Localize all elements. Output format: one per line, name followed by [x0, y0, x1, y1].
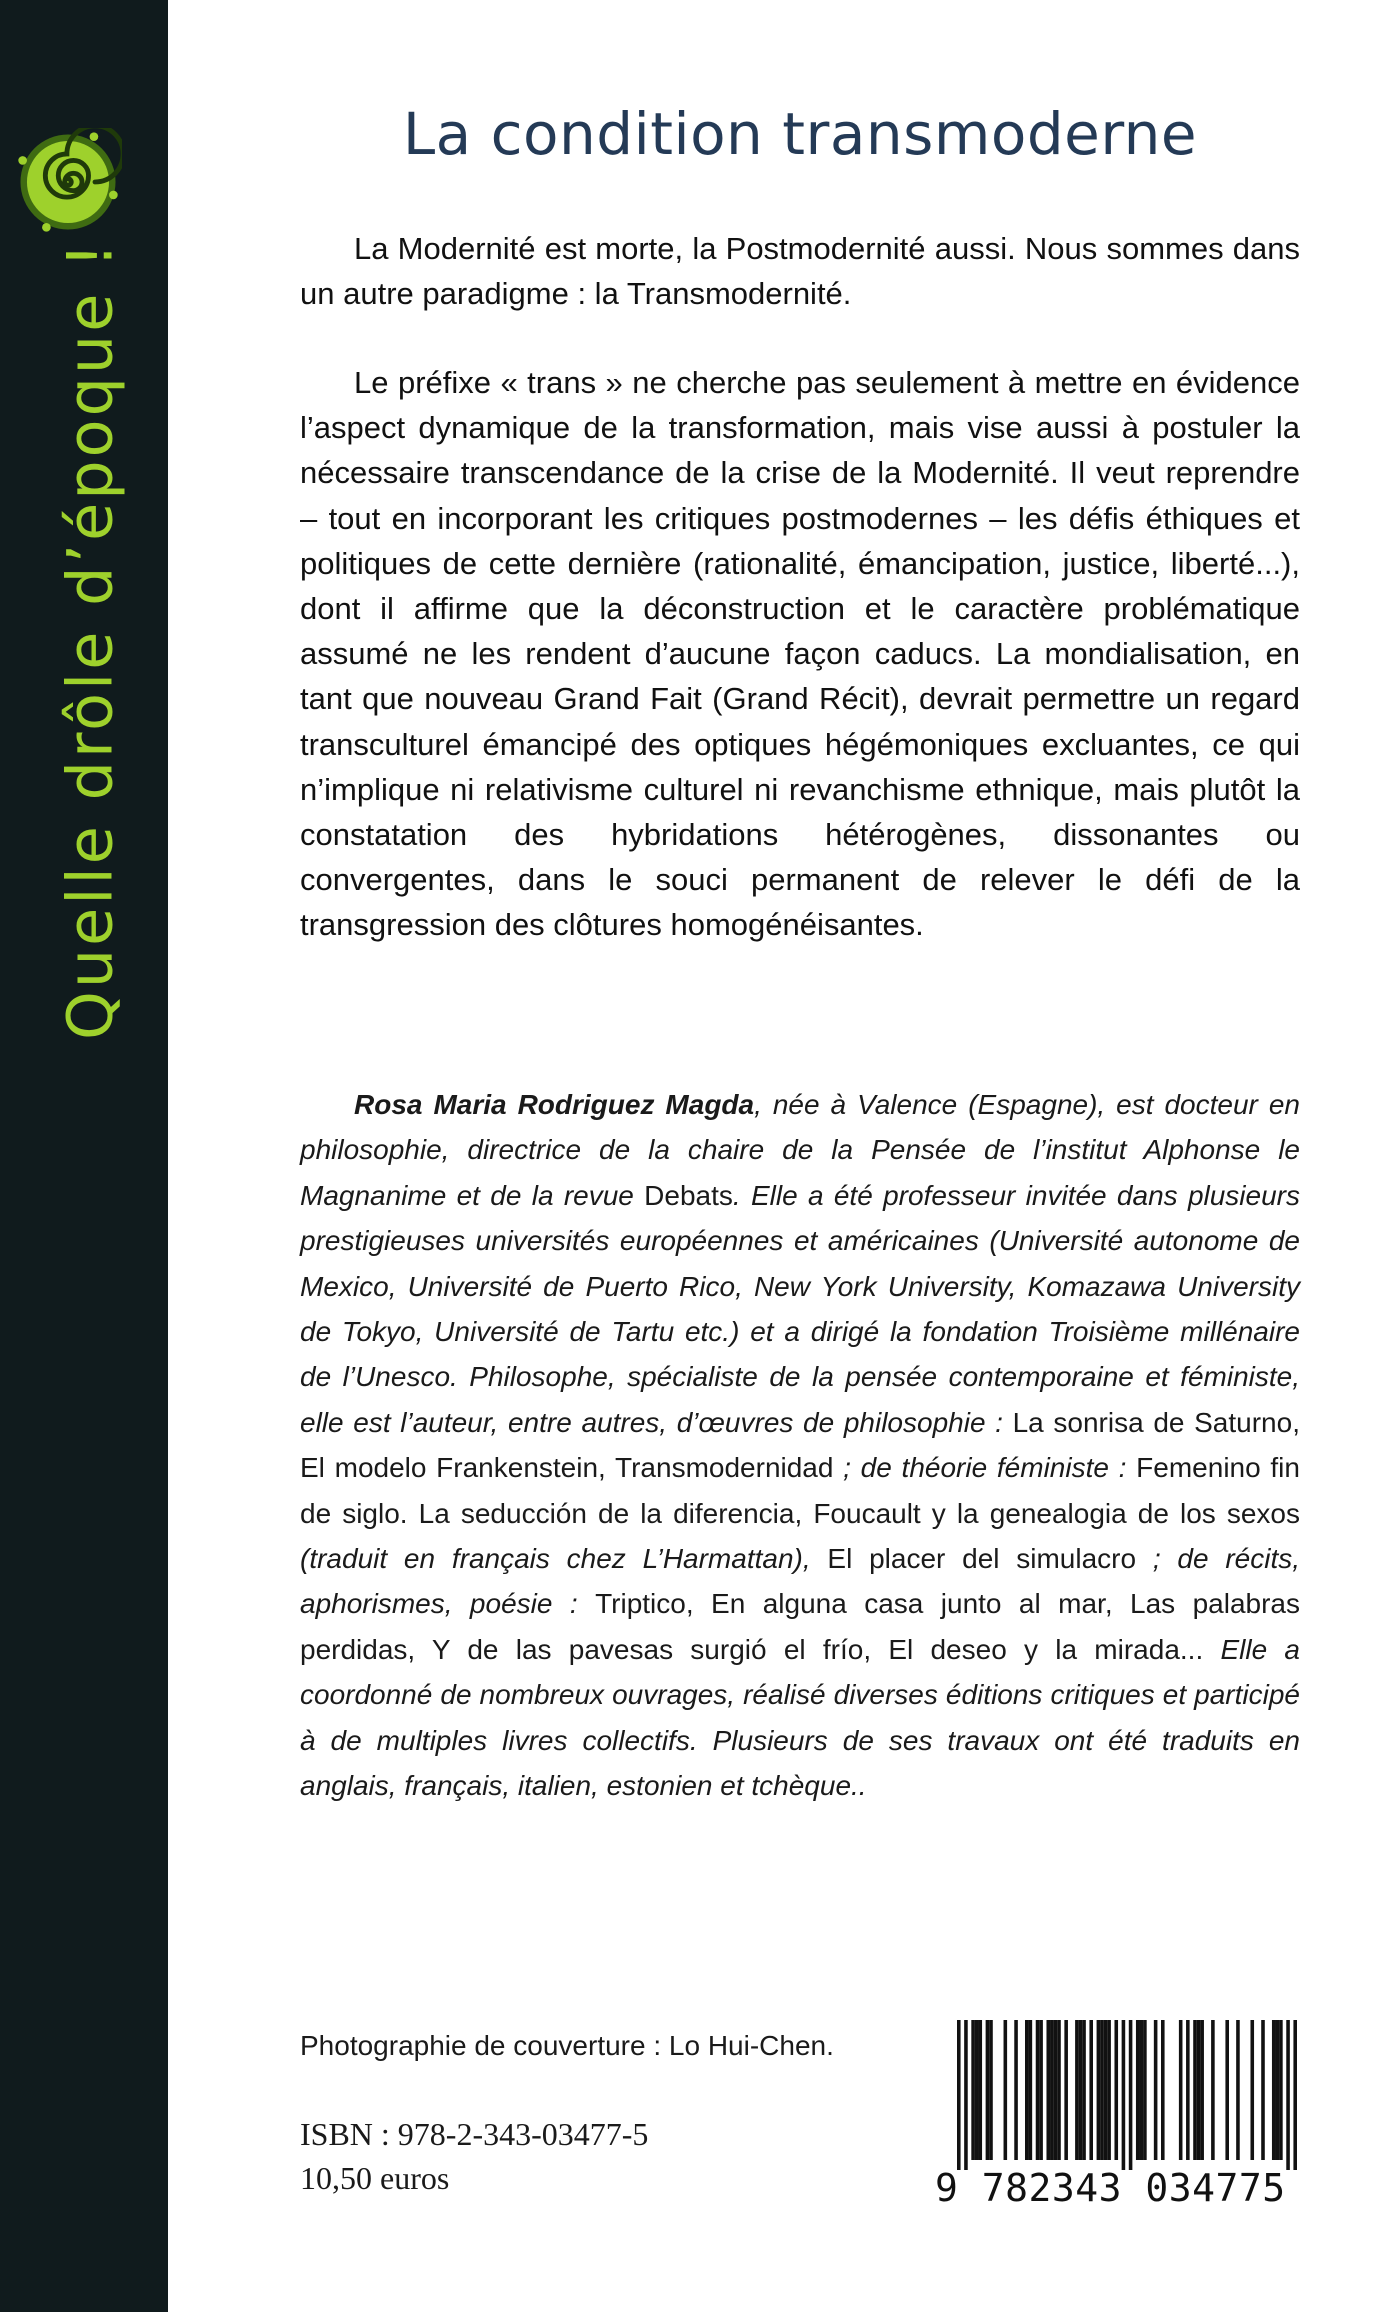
barcode-bar: [1075, 2020, 1079, 2160]
barcode-bar: [1250, 2020, 1254, 2160]
intro-paragraph: [300, 226, 1300, 316]
barcode-bar: [1046, 2020, 1050, 2160]
bio-work-5: Triptico, En alguna casa junto al mar, Las palabras perdidas, Y de las pavesas surgió el frío, El deseo y la mirada...: [300, 1588, 1300, 1665]
author-bio: [300, 1082, 1300, 1809]
barcode-bar: [1236, 2020, 1240, 2160]
barcode-bar: [986, 2020, 990, 2160]
main-paragraph: [300, 360, 1300, 948]
barcode-bar: [1054, 2020, 1058, 2160]
author-bio-text: [300, 1082, 1300, 1809]
barcode-bar: [1225, 2020, 1229, 2160]
barcode-bar: [1293, 2020, 1297, 2170]
bio-work-2: La sonrisa de Saturno, El modelo Frankenstein, Transmodernidad: [300, 1406, 1300, 1484]
barcode-bar: [1186, 2020, 1190, 2160]
barcode-bar: [1143, 2020, 1147, 2160]
isbn: ISBN : 978-2-343-03477-5: [300, 2116, 649, 2152]
barcode-bar: [1079, 2020, 1083, 2160]
barcode-bar: [1089, 2020, 1093, 2160]
barcode-bar: [1100, 2020, 1104, 2160]
bio-text-1: , née à Valence (Espagne), est docteur en philosophie, directrice de la chaire de la Pensée de l’institut Alphonse le Magnanime et de la revue: [300, 1089, 1300, 1211]
barcode-bar: [1261, 2020, 1265, 2160]
barcode-bar: [1140, 2020, 1144, 2160]
barcode-bar: [1193, 2020, 1197, 2160]
series-title-text: Quelle drôle d’époque !: [53, 240, 127, 1040]
bio-work-4: El placer del simulacro: [827, 1543, 1137, 1575]
barcode-bar: [1114, 2020, 1118, 2160]
barcode-bar: [1136, 2020, 1140, 2160]
barcode-bar: [978, 2020, 982, 2160]
bio-text-2: . Elle a été professeur invitée dans plusieurs prestigieuses universités européennes et américaines (Université autonome de Mexico, Université de Puerto Rico, New York University, Komazawa University de Tokyo, Université de Tartu etc.) et a dirigé la fondation Troisième millénaire de l’Unesco. Philosophe, spécialiste de la pensée contemporaine et féministe, elle est l’auteur, entre autres, d’œuvres de philosophie :: [300, 1179, 1300, 1438]
barcode-bar: [1082, 2020, 1086, 2160]
barcode: [935, 2020, 1300, 2215]
paragraph-1: La Modernité est morte, la Postmodernité aussi. Nous sommes dans un autre paradigme : la Transmodernité.: [300, 231, 1300, 311]
barcode-bar: [1179, 2020, 1183, 2160]
barcode-bar: [1029, 2020, 1033, 2160]
book-spine: [0, 0, 168, 2312]
barcode-bar: [1129, 2020, 1133, 2170]
barcode-bar: [1276, 2020, 1280, 2160]
barcode-bar: [964, 2020, 968, 2170]
bio-text-4: (traduit en français chez L’Harmattan),: [300, 1543, 828, 1575]
barcode-bar: [1104, 2020, 1108, 2160]
barcode-bar: [1154, 2020, 1158, 2160]
barcode-bar: [1064, 2020, 1068, 2160]
barcode-bar: [975, 2020, 979, 2160]
barcode-bar: [1200, 2020, 1204, 2160]
barcode-bar: [1122, 2020, 1126, 2170]
barcode-bar: [1097, 2020, 1101, 2160]
green-spiral-icon: [14, 128, 122, 236]
barcode-bar: [1211, 2020, 1215, 2160]
book-title: La condition transmoderne: [402, 100, 1198, 168]
barcode-bar: [1057, 2020, 1061, 2160]
barcode-bar: [1025, 2020, 1029, 2160]
barcode-bar: [1039, 2020, 1043, 2160]
barcode-bar: [1014, 2020, 1018, 2160]
barcode-bar: [971, 2020, 975, 2160]
barcode-digits: 9 782343 034775: [935, 2166, 1286, 2210]
barcode-bar: [1286, 2020, 1290, 2170]
barcode-bar: [957, 2020, 961, 2170]
paragraph-2: Le préfixe « trans » ne cherche pas seulement à mettre en évidence l’aspect dynamique de la transformation, mais vise aussi à postuler la nécessaire transcendance de la crise de la Modernité. Il veut reprendre – tout en incorporant les critiques postmodernes – les défis éthiques et politiques de cette dernière (rationalité, émancipation, justice, liberté...), dont il affirme que la déconstruction et le caractère problématique assumé ne les rendent d’aucune façon caducs. La mondialisation, en tant que nouveau Grand Fait (Grand Récit), devrait permettre un regard transculturel émancipé des optiques hégémoniques excluantes, ce qui n’implique ni relativisme culturel ni revanchisme ethnique, mais plutôt la constatation des hybridations hétérogènes, dissonantes ou convergentes, dans le souci permanent de relever le défi de la transgression des clôtures homogénéisantes.: [300, 365, 1300, 943]
price: 10,50 euros: [300, 2160, 450, 2196]
barcode-bar: [989, 2020, 993, 2160]
barcode-bar: [1279, 2020, 1283, 2160]
barcode-bar: [1036, 2020, 1040, 2160]
bio-text-3: ; de théorie féministe :: [833, 1452, 1137, 1484]
photo-credit: Photographie de couverture : Lo Hui-Chen.: [300, 2030, 834, 2061]
bio-text-5: ; de récits, aphorismes, poésie :: [300, 1543, 1300, 1620]
barcode-bar: [1197, 2020, 1201, 2160]
bio-work-3: Femenino fin de siglo. La seducción de la diferencia, Foucault y la genealogia de los sexos: [300, 1452, 1300, 1529]
barcode-bars: [957, 2020, 1297, 2170]
bio-text-6: Elle a coordonné de nombreux ouvrages, réalisé diverses éditions critiques et participé à de multiples livres collectifs. Plusieurs de ses travaux ont été traduits en anglais, français, italien, estonien et tchèque..: [300, 1633, 1300, 1802]
barcode-bar: [1050, 2020, 1054, 2160]
bio-work-1: Debats: [644, 1179, 733, 1211]
author-name: Rosa Maria Rodriguez Magda: [354, 1089, 755, 1120]
barcode-bar: [1272, 2020, 1276, 2160]
barcode-bar: [1107, 2020, 1111, 2160]
barcode-bar: [1004, 2020, 1008, 2160]
barcode-bar: [1161, 2020, 1165, 2160]
